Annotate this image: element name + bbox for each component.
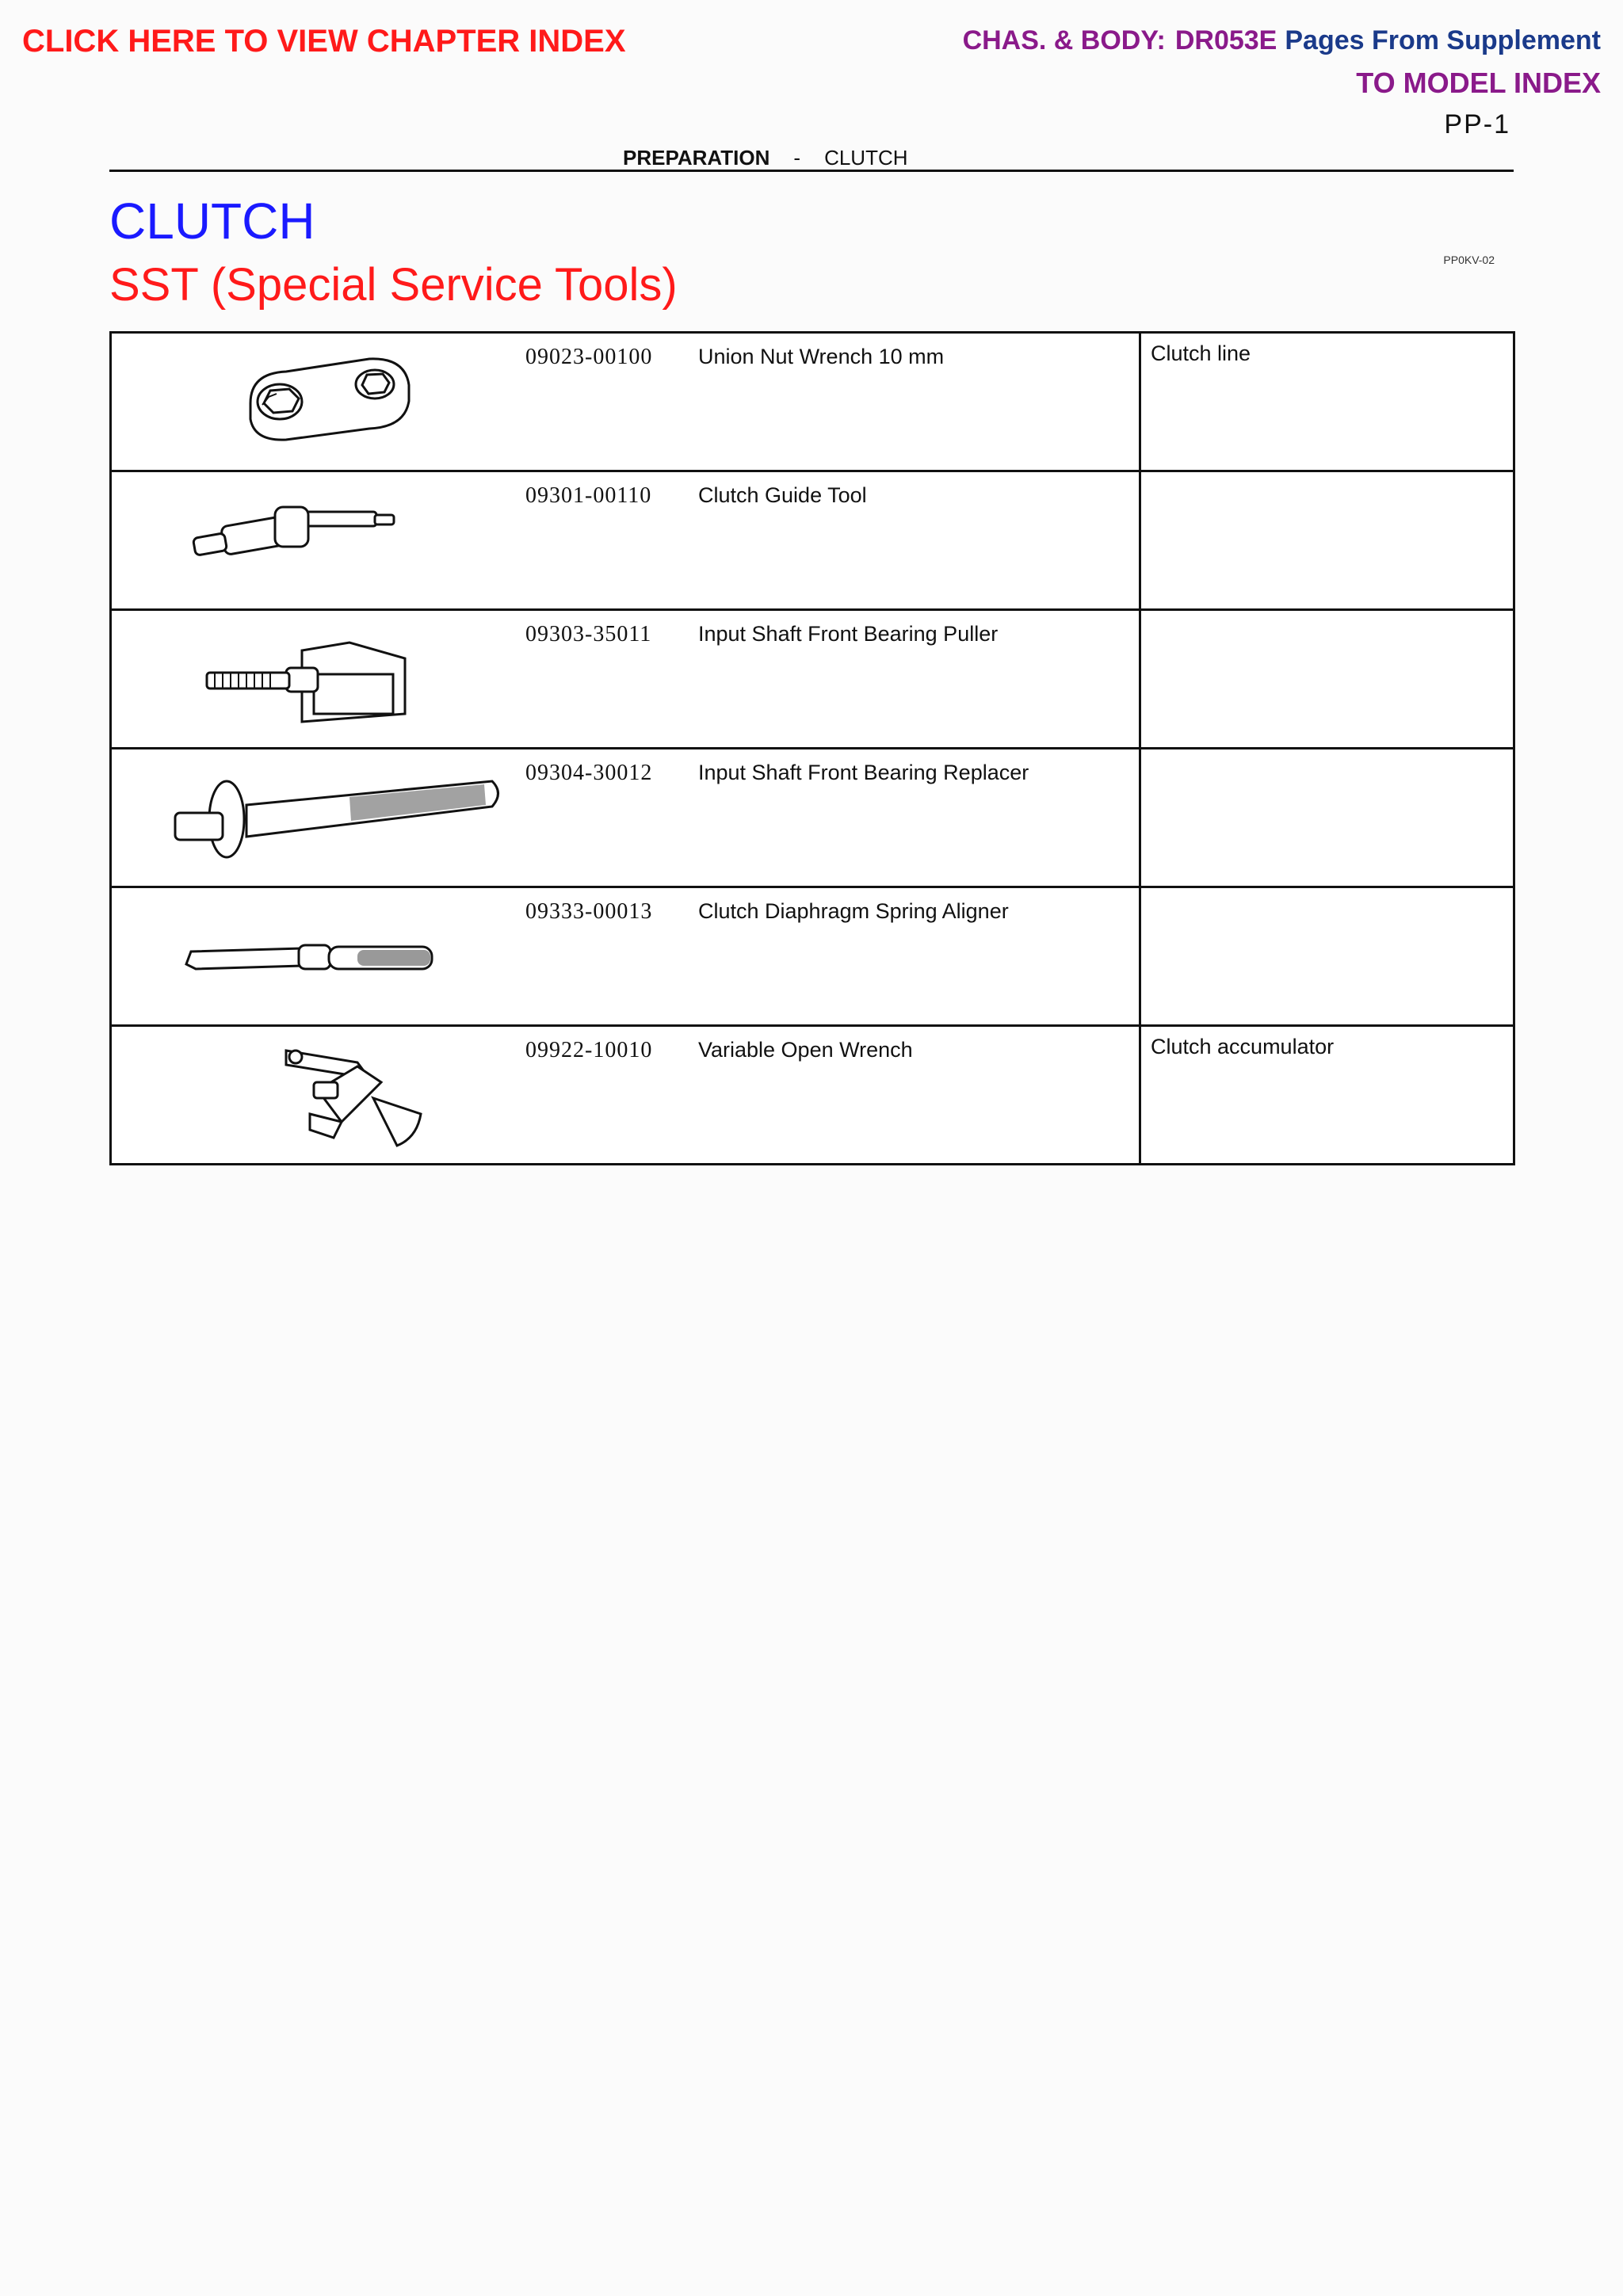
bearing-replacer-icon	[143, 757, 540, 884]
part-number: 09922-10010	[525, 1038, 653, 1062]
clutch-guide-tool-icon	[143, 480, 540, 607]
bearing-puller-icon	[143, 619, 540, 746]
manual-nav	[963, 25, 1601, 56]
variable-open-wrench-icon	[143, 1035, 540, 1161]
subsection-label: CLUTCH	[824, 146, 908, 170]
part-number: 09301-00110	[525, 483, 652, 508]
supplement-link[interactable]: Pages From Supplement	[1285, 25, 1601, 55]
manual-code-link[interactable]: DR053E	[1174, 25, 1277, 55]
union-nut-wrench-icon	[143, 341, 540, 468]
tool-name: Input Shaft Front Bearing Puller	[698, 622, 999, 646]
tool-note: Clutch accumulator	[1151, 1035, 1335, 1058]
chas-body-link[interactable]: CHAS. & BODY:	[962, 25, 1166, 55]
tool-name: Variable Open Wrench	[698, 1038, 913, 1062]
spring-aligner-icon	[143, 896, 540, 1023]
model-index-link[interactable]: TO MODEL INDEX	[1356, 67, 1601, 99]
table-row	[111, 333, 1514, 471]
part-number: 09303-35011	[525, 622, 652, 646]
tool-name: Clutch Guide Tool	[698, 483, 867, 507]
tool-note: Clutch line	[1151, 341, 1251, 365]
part-number: 09333-00013	[525, 899, 653, 924]
running-header	[623, 146, 908, 170]
table-row	[111, 749, 1514, 887]
tool-name: Input Shaft Front Bearing Replacer	[698, 761, 1029, 784]
chapter-index-link[interactable]: CLICK HERE TO VIEW CHAPTER INDEX	[22, 24, 626, 59]
header-separator: -	[793, 146, 801, 170]
header-rule	[109, 170, 1514, 172]
tool-name: Union Nut Wrench 10 mm	[698, 345, 945, 368]
table-row	[111, 610, 1514, 749]
table-row	[111, 471, 1514, 610]
tool-name: Clutch Diaphragm Spring Aligner	[698, 899, 1009, 923]
table-row	[111, 887, 1514, 1026]
table-row	[111, 1026, 1514, 1165]
part-number: 09023-00100	[525, 345, 653, 369]
section-label: PREPARATION	[623, 146, 770, 170]
section-title: SST (Special Service Tools)	[109, 259, 678, 311]
part-number: 09304-30012	[525, 761, 653, 785]
document-code: PP0KV-02	[1443, 254, 1495, 266]
page-title: CLUTCH	[109, 193, 315, 250]
sst-table	[109, 331, 1515, 1165]
page-number: PP-1	[1444, 109, 1510, 139]
